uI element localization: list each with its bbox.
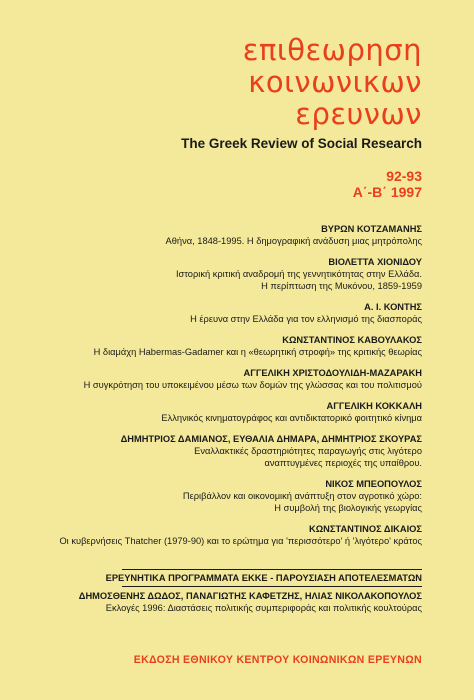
toc-entry (22, 478, 422, 514)
article-title: Ιστορική κριτική αναδρομή της γεννητικότητας στην Ελλάδα. (175, 269, 422, 279)
article-title: Η διαμάχη Habermas-Gadamer και η «θεωρητική στροφή» της κριτικής θεωρίας (93, 347, 422, 357)
toc-entry (22, 301, 422, 325)
article-author: ΝΙΚΟΣ ΜΠΕΟΠΟΥΛΟΣ (325, 479, 422, 489)
article-title: Περιβάλλον και οικονομική ανάπτυξη στον αγροτικό χώρο: (182, 491, 422, 501)
article-author: ΑΓΓΕΛΙΚΗ ΚΟΚΚΑΛΗ (326, 401, 422, 411)
journal-title-line-1: επιθεωρηση (242, 33, 422, 67)
article-author: ΒΥΡΩΝ ΚΟΤΖΑΜΑΝΗΣ (321, 224, 422, 234)
toc-entry (22, 523, 422, 547)
toc-entry (22, 334, 422, 358)
issue-info (353, 168, 422, 200)
article-author: Α. Ι. ΚΟΝΤΗΣ (364, 302, 422, 312)
issue-number: 92-93 (386, 168, 422, 184)
section-divider-top (122, 569, 422, 570)
section-entry (79, 590, 422, 614)
section-title: Εκλογές 1996: Διαστάσεις πολιτικής συμπεριφοράς και πολιτικής κουλτούρας (105, 603, 422, 613)
article-title-continued: Η περίπτωση της Μυκόνου, 1859-1959 (261, 281, 422, 291)
toc-entry (22, 367, 422, 391)
article-title: Οι κυβερνήσεις Thatcher (1979-90) και το ερώτημα για 'περισσότερο' ή 'λιγότερο' κράτος (59, 536, 422, 546)
table-of-contents (22, 223, 422, 556)
publisher-line: ΕΚΔΟΣΗ ΕΘΝΙΚΟΥ ΚΕΝΤΡΟΥ ΚΟΙΝΩΝΙΚΩΝ ΕΡΕΥΝΩΝ (133, 654, 422, 666)
section-divider-bottom (122, 586, 422, 587)
article-author: ΑΓΓΕΛΙΚΗ ΧΡΙΣΤΟΔΟΥΛΙΔΗ-ΜΑΖΑΡΑΚΗ (243, 368, 422, 378)
article-title: Η έρευνα στην Ελλάδα για τον ελληνισμό της διασποράς (190, 314, 422, 324)
journal-title-line-2: κοινωνικων (248, 65, 422, 99)
toc-entry (22, 400, 422, 424)
article-title: Εναλλακτικές δραστηριότητες παραγωγής στις λιγότερο (194, 446, 422, 456)
article-title: Ελληνικός κινηματογράφος και αντιδικτατορικό φοιτητικό κίνημα (161, 413, 422, 423)
english-title: The Greek Review of Social Research (181, 136, 422, 151)
toc-entry (22, 256, 422, 292)
toc-entry (22, 223, 422, 247)
section-author: ΔΗΜΟΣΘΕΝΗΣ ΔΩΔΟΣ, ΠΑΝΑΓΙΩΤΗΣ ΚΑΦΕΤΖΗΣ, ΗΛΙΑΣ ΝΙΚΟΛΑΚΟΠΟΥΛΟΣ (78, 591, 422, 601)
article-title: Η συγκρότηση του υποκειμένου μέσω των δομών της γλώσσας και του πολιτισμού (83, 380, 422, 390)
article-title: Αθήνα, 1848-1995. Η δημογραφική ανάδυση μιας μητρόπολης (165, 236, 422, 246)
article-author: ΒΙΟΛΕΤΤΑ ΧΙΟΝΙΔΟΥ (328, 257, 422, 267)
article-author: ΚΩΝΣΤΑΝΤΙΝΟΣ ΚΑΒΟΥΛΑΚΟΣ (282, 335, 422, 345)
article-title-continued: αναπτυγμένες περιοχές της υπαίθρου. (264, 458, 422, 468)
section-heading: ΕΡΕΥΝΗΤΙΚΑ ΠΡΟΓΡΑΜΜΑΤΑ ΕΚΚΕ - ΠΑΡΟΥΣΙΑΣΗ ΑΠΟΤΕΛΕΣΜΑΤΩΝ (105, 573, 422, 583)
article-title-continued: Η συμβολή της βιολογικής γεωργίας (274, 503, 422, 513)
toc-entry (22, 433, 422, 469)
journal-title (243, 34, 422, 130)
journal-title-line-3: ερευνων (295, 97, 422, 131)
article-author: ΔΗΜΗΤΡΙΟΣ ΔΑΜΙΑΝΟΣ, ΕΥΘΑΛΙΑ ΔΗΜΑΡΑ, ΔΗΜΗΤΡΙΟΣ ΣΚΟΥΡΑΣ (120, 434, 422, 444)
issue-period: Α΄-Β΄ 1997 (352, 184, 422, 200)
article-author: ΚΩΝΣΤΑΝΤΙΝΟΣ ΔΙΚΑΙΟΣ (309, 524, 422, 534)
